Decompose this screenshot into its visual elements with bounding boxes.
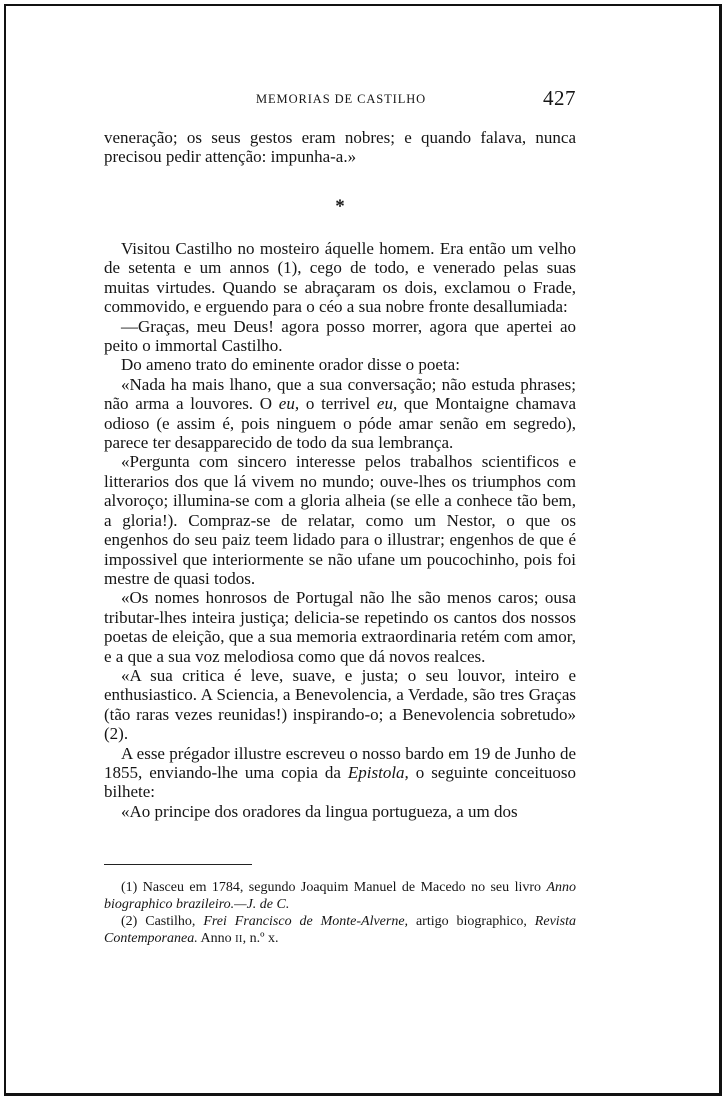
paragraph-pergunta: «Pergunta com sincero interesse pelos trabalhos scientificos e litterarios dos que lá vivem no mundo; ouve-lhes os triumphos com alvoroço; illumina-se com a gloria alheia (se elle a conhece tão bem, a gloria!). Compraz-se de relatar, como um Nestor, o que os engenhos do seu paiz teem lidado para o illustrar; engenhos de que é impossivel que interiormente se não ufane um poucochinho, pois foi mestre de quasi todos. [104,452,576,588]
footnote-2-middle: artigo biographico, [415,914,527,929]
page-number: 427 [543,86,576,110]
footnote-1-italic: Anno biographico brazileiro.—J. de C. [104,880,576,912]
footnote-1 [104,879,576,913]
paragraph-critica: «A sua critica é leve, suave, e justa; o seu louvor, inteiro e enthusiastico. A Sciencia, a Benevolencia, a Verdade, são tres Graças (tão raras vezes reunidas!) inspirando-o; a Benevolencia sobretudo» (2). [104,665,576,744]
footnote-2-italic: Frei Francisco de Monte-Alverne, [203,914,409,929]
paragraph-prégador: A esse prégador illustre escreveu o nosso bardo em 19 de Junho de 1855, enviando-lhe uma copia da Epistola, o seguinte conceituoso bilhete: [104,743,576,802]
lead-paragraph-block [104,128,576,167]
paragraph-visit: Visitou Castilho no mosteiro áquelle homem. Era então um velho de setenta e um annos (1), cego de todo, e venerado pelas suas muitas virtudes. Quando se abraçaram os dois, exclamou o Frade, commovido, e erguendo para o céo a sua nobre fronte desallumiada: [104,239,576,317]
lead-paragraph: veneração; os seus gestos eram nobres; e quando falava, nunca precisou pedir attenção: impunha-a.» [104,128,576,167]
footnote-rule [104,864,252,865]
paragraph-dedication: «Ao principe dos oradores da lingua portugueza, a um dos [121,801,518,821]
paragraph-lhano: «Nada ha mais lhano, que a sua conversação; não estuda phrases; não arma a louvores. O eu, o terrivel eu, que Montaigne chamava odioso (e assim é, pois ninguem o póde amar senão em segredo), parece ter desapparecido de todo da sua lembrança. [104,374,577,453]
footnote-2 [104,913,576,948]
paragraph-nomes: «Os nomes honrosos de Portugal não lhe são menos caros; ousa tributar-lhes inteira justiça; delicia-se repetindo os cantos dos nossos poetas de eleição, que a sua memoria extraordinaria retém com amor, e a que a sua voz melodiosa como que dá novos realces. [104,588,576,666]
paragraph-exclamation: —Graças, meu Deus! agora posso morrer, agora que apertei ao peito o immortal Castilho. [104,316,576,356]
body-text [104,239,576,821]
footnote-2-volume: II [235,934,243,945]
running-title: MEMORIAS DE CASTILHO [256,92,427,106]
footnote-2-anno: Anno [200,931,232,946]
section-asterism: * [335,196,345,217]
footnote-1-text: Nasceu em 1784, segundo Joaquim Manuel de Macedo no seu livro [142,880,542,895]
footnote-2-text: Castilho, [145,914,196,929]
footnote-2-number: , n.º x. [242,931,279,946]
footnotes [104,879,576,948]
page-header [104,88,576,116]
footnote-1-marker: (1) [121,880,138,895]
footnote-2-journal: Revista Contemporanea. [104,914,577,946]
paragraph-trato: Do ameno trato do eminente orador disse o poeta: [121,355,460,375]
footnote-2-marker-visible: (2) [121,914,138,929]
